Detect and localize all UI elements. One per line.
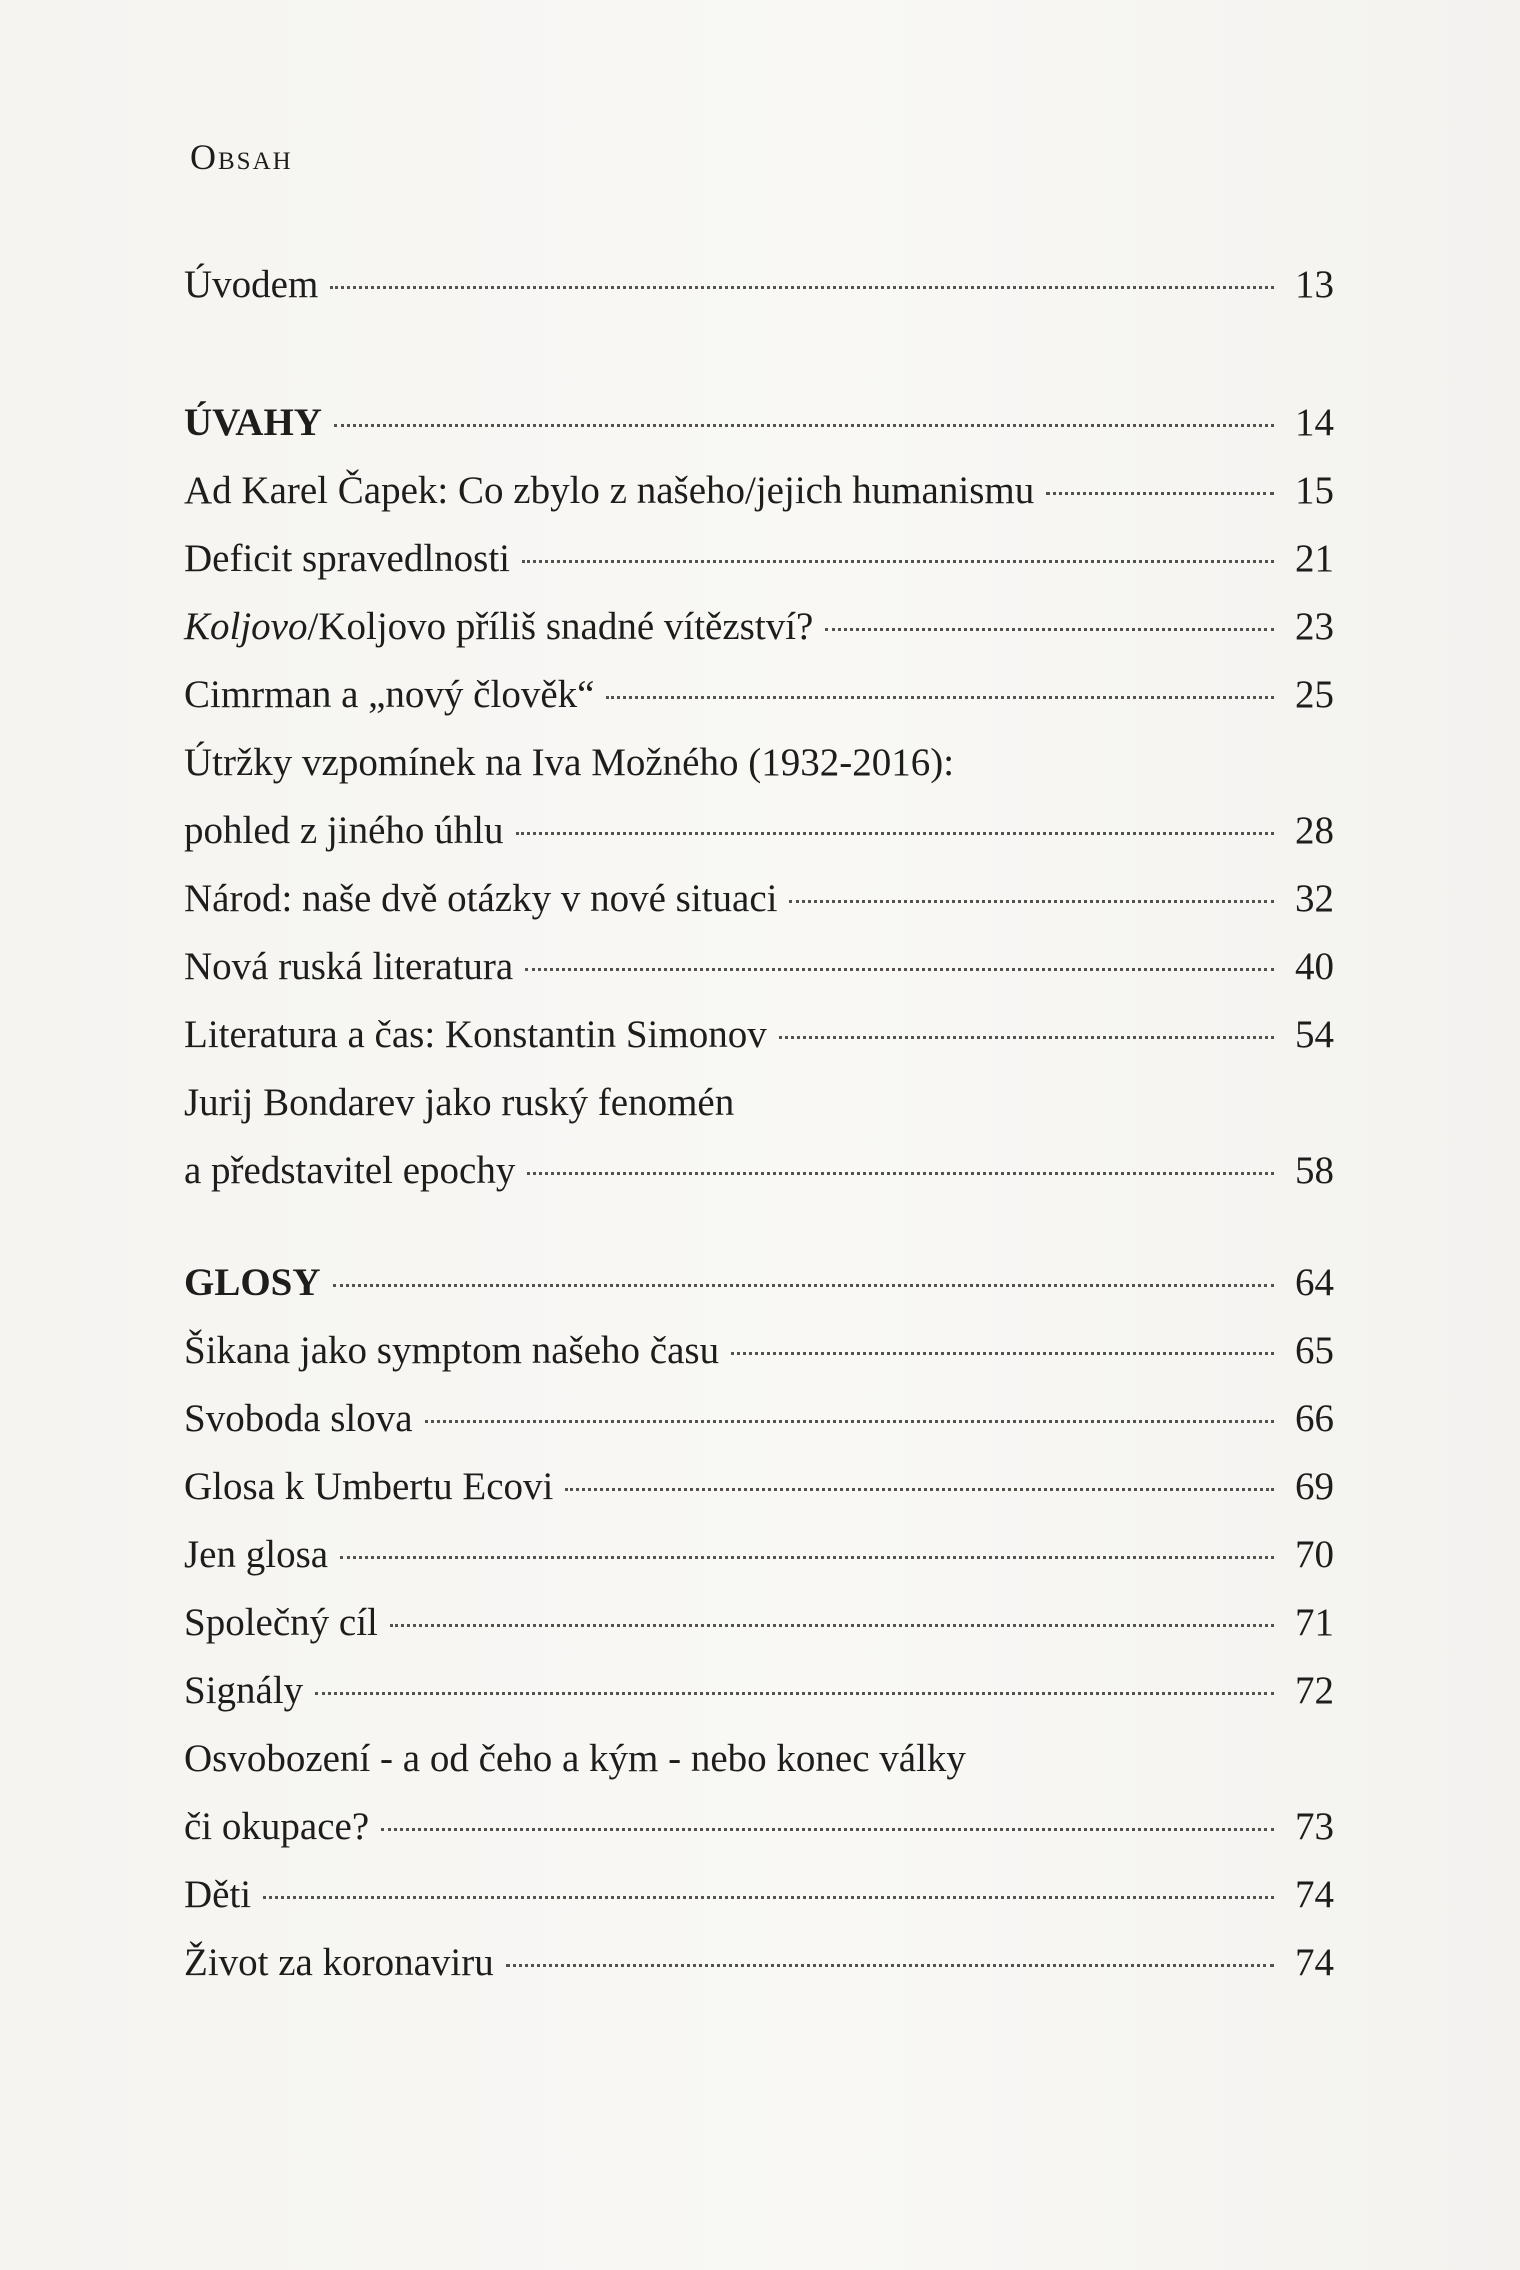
toc-title: Svoboda slova bbox=[184, 1397, 413, 1440]
toc-entry bbox=[184, 672, 1334, 740]
toc-title: Úvodem bbox=[184, 263, 319, 306]
dot-leader bbox=[381, 1828, 1274, 1831]
toc-page-number: 66 bbox=[1295, 1397, 1334, 1440]
toc-page-number: 70 bbox=[1295, 1533, 1334, 1576]
dot-leader bbox=[506, 1964, 1274, 1967]
toc-entry bbox=[184, 1464, 1334, 1532]
toc-section-uvahy bbox=[184, 400, 1334, 468]
toc-title-line-2: pohled z jiného úhlu bbox=[184, 809, 504, 852]
toc-title-line-2: či okupace? bbox=[184, 1805, 370, 1848]
section-heading: GLOSY bbox=[184, 1261, 321, 1304]
toc-entry bbox=[184, 1396, 1334, 1464]
dot-leader bbox=[340, 1556, 1274, 1559]
toc-entry bbox=[184, 876, 1334, 944]
toc-title: Glosa k Umbertu Ecovi bbox=[184, 1465, 554, 1508]
toc-entry bbox=[184, 1600, 1334, 1668]
toc-title: Literatura a čas: Konstantin Simonov bbox=[184, 1013, 767, 1056]
toc-title: Děti bbox=[184, 1873, 252, 1916]
toc-page-number: 73 bbox=[1295, 1805, 1334, 1848]
toc-title: Jen glosa bbox=[184, 1533, 329, 1576]
toc-title: Šikana jako symptom našeho času bbox=[184, 1329, 720, 1372]
toc-page-number: 40 bbox=[1295, 945, 1334, 988]
dot-leader bbox=[527, 1172, 1274, 1175]
toc-page-number: 72 bbox=[1295, 1669, 1334, 1712]
toc-entry bbox=[184, 604, 1334, 672]
toc-entry bbox=[184, 1668, 1334, 1736]
toc-entry bbox=[184, 1012, 1334, 1080]
toc-entry bbox=[184, 468, 1334, 536]
toc-page-number: 21 bbox=[1295, 537, 1334, 580]
toc-page-number: 58 bbox=[1295, 1149, 1334, 1192]
dot-leader bbox=[731, 1352, 1274, 1355]
toc-page-number: 23 bbox=[1295, 605, 1334, 648]
toc-title-italic: Koljovo bbox=[184, 605, 308, 648]
toc-entry bbox=[184, 1872, 1334, 1940]
toc-entry bbox=[184, 1080, 1334, 1216]
dot-leader bbox=[825, 628, 1274, 631]
dot-leader bbox=[315, 1692, 1274, 1695]
toc-page-number: 74 bbox=[1295, 1873, 1334, 1916]
toc-page-number: 13 bbox=[1295, 263, 1334, 306]
page-header: Obsah bbox=[190, 137, 293, 177]
toc-title-line-1: Osvobození - a od čeho a kým - nebo konec války bbox=[184, 1737, 966, 1780]
toc-title-line-2: a představitel epochy bbox=[184, 1149, 516, 1192]
toc-page-number: 25 bbox=[1295, 673, 1334, 716]
dot-leader bbox=[390, 1624, 1274, 1627]
toc-entry bbox=[184, 1940, 1334, 2008]
toc-page-number: 64 bbox=[1295, 1261, 1334, 1304]
toc-section-glosy bbox=[184, 1260, 1334, 1328]
toc-page-number: 71 bbox=[1295, 1601, 1334, 1644]
dot-leader bbox=[330, 286, 1274, 289]
toc-title-rest: /Koljovo příliš snadné vítězství? bbox=[307, 605, 814, 648]
toc-title: Deficit spravedlnosti bbox=[184, 537, 510, 580]
dot-leader bbox=[516, 832, 1274, 835]
toc-page-number: 54 bbox=[1295, 1013, 1334, 1056]
toc-entry bbox=[184, 1736, 1334, 1872]
toc-title: Signály bbox=[184, 1669, 304, 1712]
toc-title-line-1: Útržky vzpomínek na Iva Možného (1932-2016): bbox=[184, 741, 955, 784]
toc-page-number: 32 bbox=[1295, 877, 1334, 920]
dot-leader bbox=[1046, 492, 1274, 495]
dot-leader bbox=[525, 968, 1274, 971]
section-heading: ÚVAHY bbox=[184, 401, 322, 444]
dot-leader bbox=[263, 1896, 1274, 1899]
toc-page-number: 65 bbox=[1295, 1329, 1334, 1372]
toc-page-number: 74 bbox=[1295, 1941, 1334, 1984]
toc-entry-uvodem bbox=[184, 262, 1334, 330]
dot-leader bbox=[425, 1420, 1274, 1423]
toc-page-number: 69 bbox=[1295, 1465, 1334, 1508]
dot-leader bbox=[333, 1284, 1274, 1287]
dot-leader bbox=[522, 560, 1274, 563]
dot-leader bbox=[606, 696, 1274, 699]
dot-leader bbox=[789, 900, 1274, 903]
toc-title-line-1: Jurij Bondarev jako ruský fenomén bbox=[184, 1081, 735, 1124]
toc-page-number: 14 bbox=[1295, 401, 1334, 444]
toc-title: Ad Karel Čapek: Co zbylo z našeho/jejich humanismu bbox=[184, 469, 1035, 512]
toc-title bbox=[184, 604, 821, 649]
dot-leader bbox=[565, 1488, 1274, 1491]
toc-entry bbox=[184, 740, 1334, 876]
toc-title: Cimrman a „nový člověk“ bbox=[184, 673, 595, 716]
dot-leader bbox=[334, 424, 1274, 427]
toc-entry bbox=[184, 536, 1334, 604]
toc-page-number: 28 bbox=[1295, 809, 1334, 852]
dot-leader bbox=[779, 1036, 1274, 1039]
toc-entry bbox=[184, 1328, 1334, 1396]
toc-entry bbox=[184, 944, 1334, 1012]
toc-page-number: 15 bbox=[1295, 469, 1334, 512]
toc-entry bbox=[184, 1532, 1334, 1600]
toc-title: Národ: naše dvě otázky v nové situaci bbox=[184, 877, 778, 920]
toc-title: Nová ruská literatura bbox=[184, 945, 514, 988]
toc-title: Společný cíl bbox=[184, 1601, 378, 1644]
toc-title: Život za koronaviru bbox=[184, 1941, 494, 1984]
